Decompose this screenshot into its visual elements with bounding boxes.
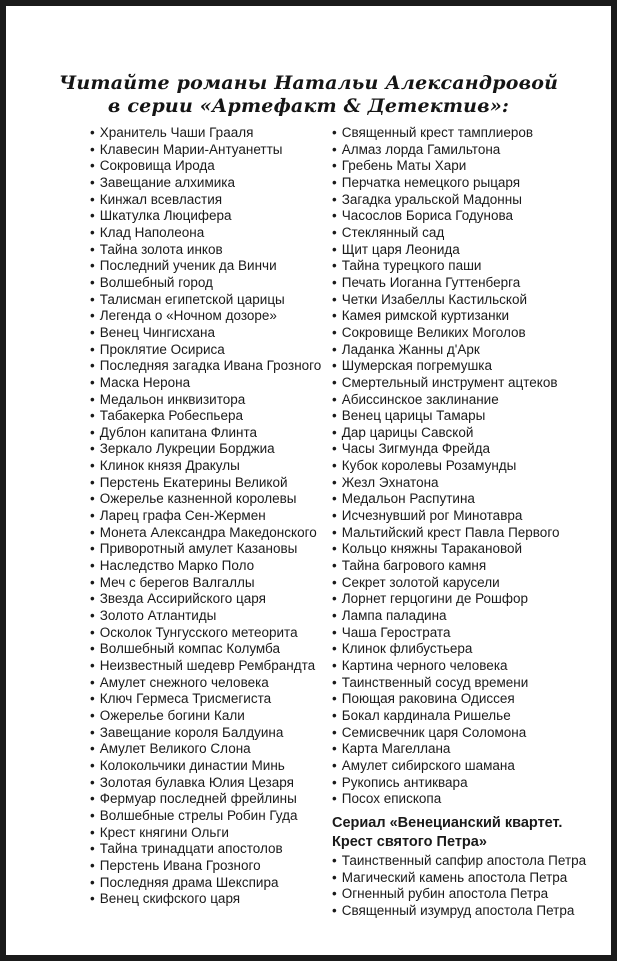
serial-section [332, 814, 612, 920]
book-title-item [90, 575, 332, 592]
bullet-icon: • [332, 208, 337, 224]
book-title: Волшебный компас Колумба [99, 641, 280, 657]
book-title-item [90, 491, 332, 508]
book-title-item [332, 870, 612, 887]
book-title-item [90, 342, 332, 359]
book-title-item [90, 541, 332, 558]
book-title-item [332, 625, 612, 642]
book-title: Клад Наполеона [99, 224, 205, 240]
book-title: Клавесин Марии-Антуанетты [99, 141, 283, 157]
book-title-item [332, 541, 612, 558]
book-title-item [332, 225, 612, 242]
book-title-item [90, 175, 332, 192]
book-title-item [90, 525, 332, 542]
bullet-icon: • [90, 574, 95, 590]
book-title-item [332, 142, 612, 159]
bullet-icon: • [90, 141, 95, 157]
book-title: Священный крест тамплиеров [341, 125, 534, 140]
bullet-icon: • [90, 641, 95, 657]
book-title: Амулет сибирского шамана [341, 757, 515, 773]
book-title-item [90, 208, 332, 225]
book-title: Волшебный город [99, 274, 213, 290]
book-title-item [332, 691, 612, 708]
bullet-icon: • [90, 308, 95, 324]
book-title: Крест княгини Ольги [99, 824, 229, 840]
book-title-item [90, 325, 332, 342]
book-title: Последний ученик да Винчи [99, 258, 277, 274]
serial-heading-line1: Сериал «Венецианский квартет. [332, 814, 563, 831]
book-title-item [332, 242, 612, 259]
book-title-item [90, 425, 332, 442]
book-title: Исчезнувший рог Минотавра [341, 508, 523, 524]
bullet-icon: • [332, 624, 337, 640]
book-title-item [90, 841, 332, 858]
bullet-icon: • [332, 558, 337, 574]
book-title-item [332, 158, 612, 175]
book-title-item [332, 125, 612, 142]
book-title-item [332, 758, 612, 775]
book-title-item [332, 392, 612, 409]
book-title-item [332, 475, 612, 492]
book-title: Стеклянный сад [341, 224, 445, 240]
book-title-item [332, 591, 612, 608]
bullet-icon: • [90, 191, 95, 207]
book-title: Последняя загадка Ивана Грозного [99, 358, 322, 374]
book-title: Осколок Тунгусского метеорита [99, 624, 298, 640]
book-title: Карта Магеллана [341, 741, 451, 757]
bullet-icon: • [332, 791, 337, 807]
bullet-icon: • [90, 408, 95, 424]
bullet-icon: • [332, 691, 337, 707]
book-title-item [332, 358, 612, 375]
bullet-icon: • [90, 441, 95, 457]
book-title: Амулет снежного человека [99, 674, 269, 690]
book-title-item [332, 441, 612, 458]
bullet-icon: • [332, 291, 337, 307]
book-title-item [332, 725, 612, 742]
book-title-item [332, 292, 612, 309]
book-title: Последняя драма Шекспира [99, 874, 279, 890]
bullet-icon: • [90, 791, 95, 807]
bullet-icon: • [90, 558, 95, 574]
book-title: Кольцо княжны Таракановой [341, 541, 523, 557]
book-title: Тайна багрового камня [341, 558, 487, 574]
book-title: Венец скифского царя [99, 891, 241, 907]
book-title: Ожерелье казненной королевы [99, 491, 297, 507]
book-title: Огненный рубин апостола Петра [341, 886, 549, 902]
bullet-icon: • [90, 291, 95, 307]
book-title: Венец Чингисхана [99, 324, 215, 340]
bullet-icon: • [90, 874, 95, 890]
book-title-item [90, 458, 332, 475]
book-title: Ожерелье богини Кали [99, 707, 245, 723]
book-title: Дублон капитана Флинта [99, 424, 257, 440]
book-title: Медальон инквизитора [99, 391, 246, 407]
book-title-item [90, 658, 332, 675]
bullet-icon: • [90, 424, 95, 440]
bullet-icon: • [332, 541, 337, 557]
book-title-item [332, 275, 612, 292]
book-title: Ладанка Жанны д'Арк [341, 341, 480, 357]
book-title: Легенда о «Ночном дозоре» [99, 308, 277, 324]
book-title-item [332, 208, 612, 225]
book-title-item [90, 808, 332, 825]
book-title: Зеркало Лукреции Борджиа [99, 441, 275, 457]
bullet-icon: • [90, 458, 95, 474]
book-title-item [90, 358, 332, 375]
bullet-icon: • [90, 724, 95, 740]
bullet-icon: • [90, 358, 95, 374]
book-title-item [90, 142, 332, 159]
book-title: Венец царицы Тамары [341, 408, 486, 424]
bullet-icon: • [90, 757, 95, 773]
bullet-icon: • [90, 258, 95, 274]
book-title-item [90, 558, 332, 575]
book-title-item [90, 791, 332, 808]
book-title-item [332, 375, 612, 392]
book-title-item [332, 508, 612, 525]
bullet-icon: • [90, 591, 95, 607]
bullet-icon: • [332, 324, 337, 340]
bullet-icon: • [332, 608, 337, 624]
book-title: Наследство Марко Поло [99, 558, 255, 574]
bullet-icon: • [90, 824, 95, 840]
book-title-item [90, 408, 332, 425]
bullet-icon: • [332, 374, 337, 390]
bullet-icon: • [332, 125, 337, 140]
book-title-item [332, 775, 612, 792]
bullet-icon: • [332, 424, 337, 440]
book-title: Завещание алхимика [99, 174, 236, 190]
book-title: Лорнет герцогини де Рошфор [341, 591, 529, 607]
bullet-icon: • [90, 741, 95, 757]
bullet-icon: • [332, 341, 337, 357]
bullet-icon: • [332, 441, 337, 457]
bullet-icon: • [90, 658, 95, 673]
book-title: Золотая булавка Юлия Цезаря [99, 774, 294, 790]
book-list-left-column [90, 125, 332, 908]
bullet-icon: • [332, 224, 337, 240]
bullet-icon: • [90, 524, 95, 540]
book-title: Лампа паладина [341, 608, 447, 624]
book-title-item [332, 675, 612, 692]
book-title: Картина черного человека [341, 658, 508, 673]
book-title: Золото Атлантиды [99, 608, 217, 624]
bullet-icon: • [332, 741, 337, 757]
book-title-item [90, 891, 332, 908]
book-title: Кубок королевы Розамунды [341, 458, 517, 474]
bullet-icon: • [332, 458, 337, 474]
book-title-item [332, 791, 612, 808]
bullet-icon: • [90, 324, 95, 340]
book-title-item [90, 825, 332, 842]
bullet-icon: • [332, 658, 337, 673]
serial-heading [332, 814, 612, 852]
book-title: Посох епископа [341, 791, 442, 807]
bullet-icon: • [332, 408, 337, 424]
bullet-icon: • [332, 508, 337, 524]
bullet-icon: • [90, 624, 95, 640]
book-title: Часослов Бориса Годунова [341, 208, 514, 224]
bullet-icon: • [332, 158, 337, 174]
book-title-item [90, 725, 332, 742]
bullet-icon: • [332, 869, 337, 885]
bullet-icon: • [90, 341, 95, 357]
book-title-item [90, 158, 332, 175]
bullet-icon: • [332, 174, 337, 190]
book-title: Завещание короля Балдуина [99, 724, 284, 740]
book-title: Талисман египетской царицы [99, 291, 285, 307]
book-title-item [332, 658, 612, 675]
book-title-item [332, 853, 612, 870]
bullet-icon: • [90, 174, 95, 190]
book-title-item [90, 275, 332, 292]
book-title: Меч с берегов Валгаллы [99, 574, 255, 590]
book-title-item [90, 608, 332, 625]
bullet-icon: • [90, 857, 95, 873]
bullet-icon: • [90, 474, 95, 490]
bullet-icon: • [90, 691, 95, 707]
book-title-item [332, 741, 612, 758]
book-title: Сокровища Ирода [99, 158, 215, 174]
book-title-item [90, 292, 332, 309]
bullet-icon: • [332, 191, 337, 207]
book-title-item [90, 392, 332, 409]
book-title: Абиссинское заклинание [341, 391, 499, 407]
bullet-icon: • [90, 224, 95, 240]
book-title: Камея римской куртизанки [341, 308, 510, 324]
book-title: Перстень Ивана Грозного [99, 857, 261, 873]
book-title-item [332, 458, 612, 475]
book-title: Проклятие Осириса [99, 341, 225, 357]
book-title: Алмаз лорда Гамильтона [341, 141, 501, 157]
book-title: Колокольчики династии Минь [99, 757, 285, 773]
book-title-item [90, 441, 332, 458]
bullet-icon: • [90, 208, 95, 224]
book-title: Бокал кардинала Ришелье [341, 707, 511, 723]
book-title-item [90, 192, 332, 209]
book-title-item [332, 175, 612, 192]
book-title: Перстень Екатерины Великой [99, 474, 288, 490]
book-title: Сокровище Великих Моголов [341, 324, 526, 340]
bullet-icon: • [90, 374, 95, 390]
book-title: Приворотный амулет Казановы [99, 541, 298, 557]
bullet-icon: • [332, 274, 337, 290]
book-title-item [332, 325, 612, 342]
book-title-item [332, 342, 612, 359]
book-title: Мальтийский крест Павла Первого [341, 524, 560, 540]
book-title-item [90, 675, 332, 692]
series-header-line1: Читайте романы Натальи Александровой [58, 72, 559, 94]
book-title-item [90, 708, 332, 725]
bullet-icon: • [332, 591, 337, 607]
book-title: Медальон Распутина [341, 491, 475, 507]
book-title-item [90, 242, 332, 259]
bullet-icon: • [332, 391, 337, 407]
book-title: Звезда Ассирийского царя [99, 591, 266, 607]
book-title-item [332, 408, 612, 425]
book-title: Перчатка немецкого рыцаря [341, 174, 521, 190]
book-title-item [332, 575, 612, 592]
book-title: Амулет Великого Слона [99, 741, 251, 757]
book-title: Шкатулка Люцифера [99, 208, 232, 224]
book-title: Секрет золотой карусели [341, 574, 500, 590]
book-list-right-column [332, 125, 612, 808]
book-title-item [90, 775, 332, 792]
bullet-icon: • [90, 391, 95, 407]
book-title-item [90, 858, 332, 875]
book-title-item [90, 508, 332, 525]
book-title: Семисвечник царя Соломона [341, 724, 527, 740]
book-title-item [90, 741, 332, 758]
book-title: Таинственный сапфир апостола Петра [341, 852, 587, 868]
bullet-icon: • [332, 258, 337, 274]
book-title: Волшебные стрелы Робин Гуда [99, 807, 298, 823]
book-title: Поющая раковина Одиссея [341, 691, 515, 707]
bullet-icon: • [90, 125, 95, 140]
book-title: Чаша Герострата [341, 624, 451, 640]
book-title-item [90, 641, 332, 658]
book-title-item [90, 125, 332, 142]
book-title-item [90, 308, 332, 325]
book-title-item [332, 886, 612, 903]
bullet-icon: • [90, 841, 95, 857]
bullet-icon: • [90, 774, 95, 790]
book-title: Тайна турецкого паши [341, 258, 482, 274]
bullet-icon: • [332, 524, 337, 540]
serial-book-list [332, 853, 612, 920]
book-title-item [332, 608, 612, 625]
bullet-icon: • [332, 902, 337, 918]
bullet-icon: • [90, 508, 95, 524]
series-header-line2: в серии «Артефакт & Детектив»: [107, 95, 510, 117]
book-title: Монета Александра Македонского [99, 524, 317, 540]
book-title: Шумерская погремушка [341, 358, 493, 374]
book-title: Кинжал всевластия [99, 191, 223, 207]
book-title-item [332, 308, 612, 325]
book-title-item [90, 225, 332, 242]
bullet-icon: • [90, 608, 95, 624]
bullet-icon: • [332, 358, 337, 374]
book-title: Клинок князя Дракулы [99, 458, 240, 474]
book-title-item [90, 475, 332, 492]
book-title: Щит царя Леонида [341, 241, 460, 257]
book-title-item [332, 641, 612, 658]
book-title: Хранитель Чаши Грааля [99, 125, 254, 140]
book-title: Таинственный сосуд времени [341, 674, 529, 690]
book-title: Клинок флибустьера [341, 641, 473, 657]
bullet-icon: • [332, 707, 337, 723]
book-title: Неизвестный шедевр Рембрандта [99, 658, 316, 673]
bullet-icon: • [332, 641, 337, 657]
bullet-icon: • [90, 891, 95, 907]
book-title: Рукопись антиквара [341, 774, 468, 790]
bullet-icon: • [332, 241, 337, 257]
bullet-icon: • [90, 241, 95, 257]
book-title: Смертельный инструмент ацтеков [341, 374, 558, 390]
book-title: Часы Зигмунда Фрейда [341, 441, 491, 457]
book-title: Табакерка Робеспьера [99, 408, 243, 424]
book-title-item [332, 491, 612, 508]
book-title: Магический камень апостола Петра [341, 869, 568, 885]
right-column [332, 125, 612, 920]
book-title: Маска Нерона [99, 374, 191, 390]
book-title-item [332, 192, 612, 209]
book-title-item [332, 903, 612, 920]
bullet-icon: • [90, 541, 95, 557]
book-title: Тайна тринадцати апостолов [99, 841, 283, 857]
book-title-item [332, 558, 612, 575]
bullet-icon: • [332, 774, 337, 790]
bullet-icon: • [90, 674, 95, 690]
book-title-item [90, 691, 332, 708]
book-title-item [90, 875, 332, 892]
serial-heading-line2: Крест святого Петра» [332, 833, 487, 850]
book-title: Дар царицы Савской [341, 424, 474, 440]
bullet-icon: • [332, 724, 337, 740]
bullet-icon: • [332, 852, 337, 868]
book-title: Ларец графа Сен-Жермен [99, 508, 266, 524]
bullet-icon: • [90, 491, 95, 507]
book-title-item [332, 525, 612, 542]
book-title-item [332, 708, 612, 725]
book-title: Гребень Маты Хари [341, 158, 467, 174]
book-title: Жезл Эхнатона [341, 474, 439, 490]
book-title-item [332, 425, 612, 442]
bullet-icon: • [90, 274, 95, 290]
book-title-item [90, 625, 332, 642]
book-title: Печать Иоганна Гуттенберга [341, 274, 521, 290]
book-title-item [90, 591, 332, 608]
book-title: Священный изумруд апостола Петра [341, 902, 575, 918]
bullet-icon: • [90, 158, 95, 174]
book-title-item [90, 375, 332, 392]
bullet-icon: • [332, 308, 337, 324]
book-title: Тайна золота инков [99, 241, 223, 257]
bullet-icon: • [332, 491, 337, 507]
book-title: Загадка уральской Мадонны [341, 191, 522, 207]
bullet-icon: • [332, 674, 337, 690]
bullet-icon: • [90, 707, 95, 723]
book-title-item [90, 258, 332, 275]
book-title: Четки Изабеллы Кастильской [341, 291, 528, 307]
bullet-icon: • [332, 141, 337, 157]
bullet-icon: • [332, 474, 337, 490]
book-title-item [332, 258, 612, 275]
book-title: Ключ Гермеса Трисмегиста [99, 691, 272, 707]
bullet-icon: • [332, 886, 337, 902]
series-header [6, 72, 611, 118]
book-title: Фермуар последней фрейлины [99, 791, 297, 807]
bullet-icon: • [332, 574, 337, 590]
bullet-icon: • [332, 757, 337, 773]
bullet-icon: • [90, 807, 95, 823]
book-title-item [90, 758, 332, 775]
